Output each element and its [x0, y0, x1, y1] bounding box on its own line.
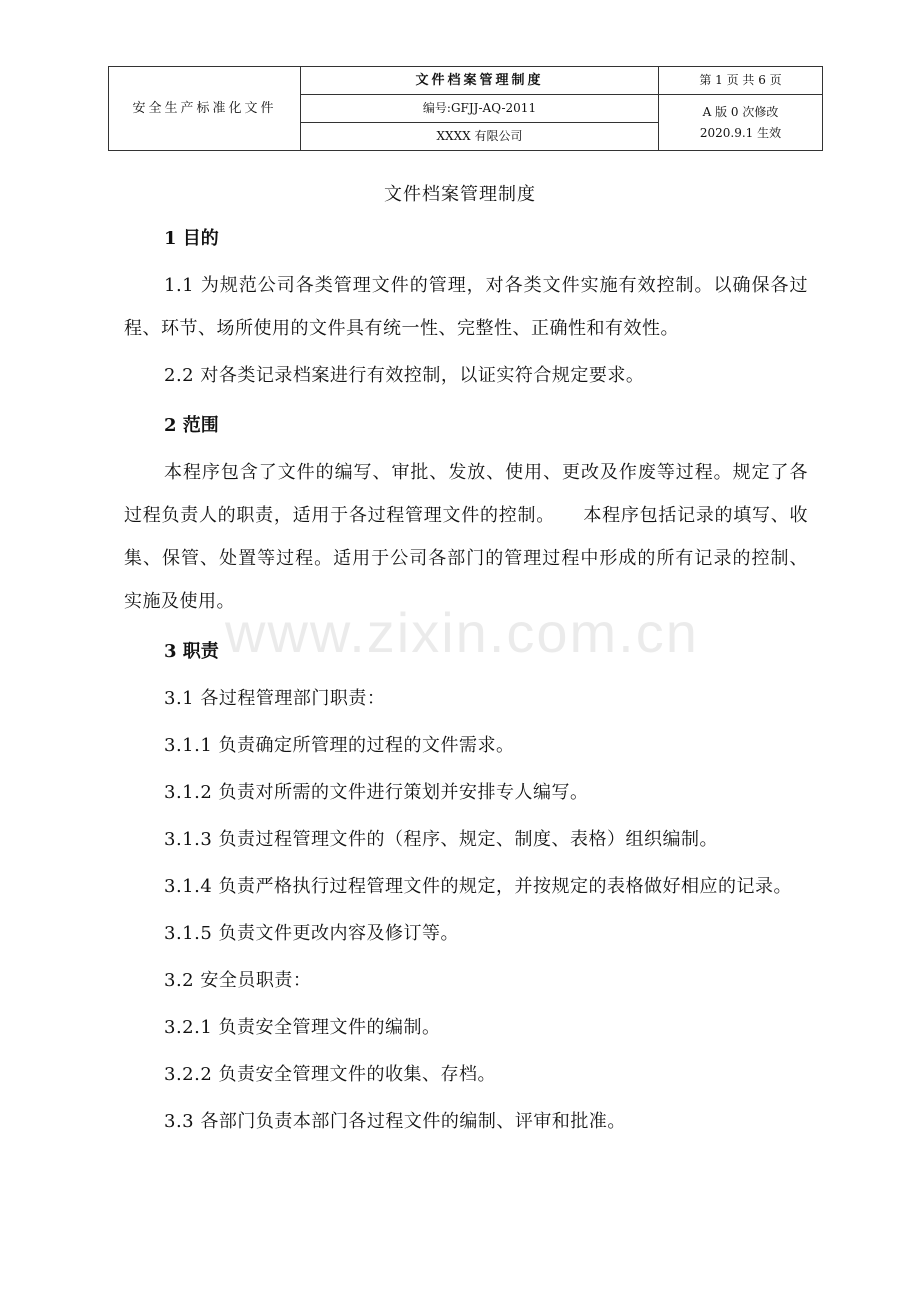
header-title: 文件档案管理制度	[301, 67, 659, 95]
paragraph: 3.1.5 负责文件更改内容及修订等。	[164, 923, 460, 944]
watermark: www.zixin.com.cn	[225, 601, 699, 664]
document-code: 编号:GFJJ-AQ-2011	[301, 95, 659, 123]
page-count: 第 1 页 共 6 页	[659, 67, 823, 95]
paragraph: 3.2 安全员职责：	[164, 970, 312, 991]
document-category: 安全生产标准化文件	[109, 67, 301, 151]
section-heading: 2 范围	[164, 415, 219, 436]
paragraph: 3.1.4 负责严格执行过程管理文件的规定，并按规定的表格做好相应的记录。	[164, 876, 793, 897]
section-heading: 3 职责	[164, 641, 219, 662]
paragraph: 3.2.2 负责安全管理文件的收集、存档。	[164, 1064, 497, 1085]
paragraph: 3.1.3 负责过程管理文件的（程序、规定、制度、表格）组织编制。	[164, 829, 719, 850]
paragraph: 3.2.1 负责安全管理文件的编制。	[164, 1017, 441, 1038]
version-info: A 版 0 次修改	[702, 105, 779, 120]
paragraph: 3.1.2 负责对所需的文件进行策划并安排专人编写。	[164, 782, 589, 803]
document-title: 文件档案管理制度	[384, 184, 536, 205]
version-effective-cell	[659, 95, 823, 151]
document-header-table	[108, 66, 823, 151]
paragraph: 3.1 各过程管理部门职责：	[164, 688, 386, 709]
paragraph: 2.2 对各类记录档案进行有效控制，以证实符合规定要求。	[164, 365, 645, 386]
paragraph: 3.3 各部门负责本部门各过程文件的编制、评审和批准。	[164, 1111, 626, 1132]
company-name: XXXX 有限公司	[301, 123, 659, 151]
paragraph: 3.1.1 负责确定所管理的过程的文件需求。	[164, 735, 515, 756]
paragraph: 1.1 为规范公司各类管理文件的管理，对各类文件实施有效控制。以确保各过程、环节、场所使用的文件具有统一性、完整性、正确性和有效性。	[124, 275, 808, 339]
effective-date: 2020.9.1 生效	[699, 125, 782, 140]
section-heading: 1 目的	[164, 228, 219, 249]
paragraph: 本程序包含了文件的编写、审批、发放、使用、更改及作废等过程。规定了各过程负责人的职责，适用于各过程管理文件的控制。 本程序包括记录的填写、收集、保管、处置等过程。适用于公司各部门的管理过程中形成的所有记录的控制、实施及使用。	[124, 462, 808, 612]
document-body	[124, 214, 808, 1147]
